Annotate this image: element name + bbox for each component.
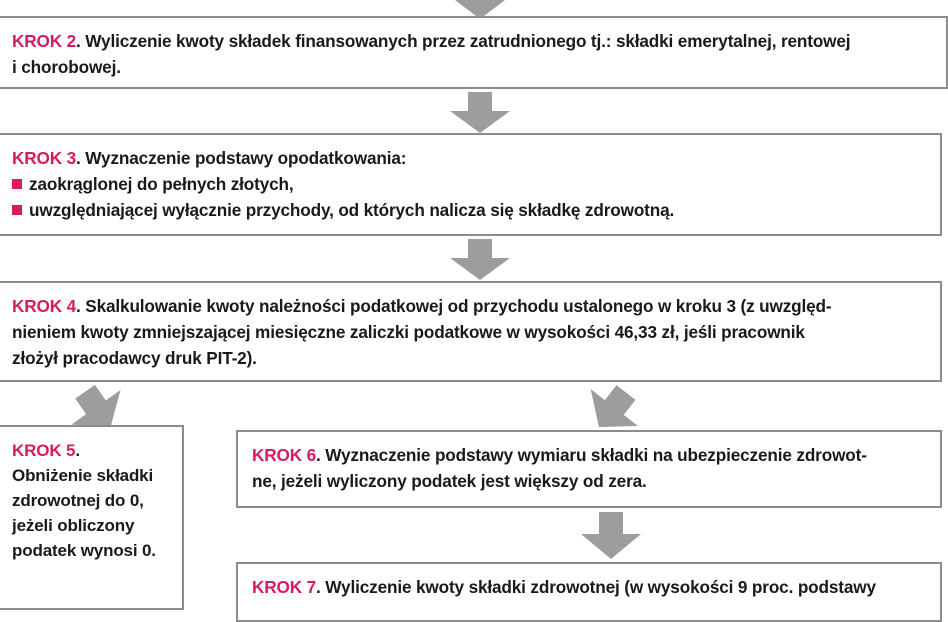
step-text: . Wyznaczenie podstawy opodatkowania:	[76, 148, 407, 168]
step-body-krok7	[238, 564, 940, 608]
step-line	[12, 438, 172, 463]
square-bullet-icon	[12, 179, 22, 189]
step-box-krok7	[236, 562, 942, 622]
step-body-krok4	[0, 283, 940, 379]
step-box-krok3	[0, 133, 942, 236]
step-box-krok4	[0, 281, 942, 382]
step-line: i chorobowej.	[12, 57, 121, 77]
square-bullet-icon	[12, 205, 22, 215]
step-line: złożył pracodawcy druk PIT-2).	[12, 348, 257, 368]
step-label-krok3: KROK 3	[12, 148, 77, 168]
step-body-krok3	[0, 135, 940, 231]
step-line: jeżeli obliczony	[12, 516, 135, 535]
step-body-krok6	[238, 432, 940, 502]
step-text: . Skalkulowanie kwoty należności podatkowej od przychodu ustalonego w kroku 3 (z uwzględ-	[76, 296, 832, 316]
step-label-krok2: KROK 2	[12, 31, 77, 51]
step-line: nieniem kwoty zmniejszającej miesięczne zaliczki podatkowe w wysokości 46,33 zł, jeśli pracownik	[12, 322, 805, 342]
arrow-down-icon-krok6-to-krok7	[577, 512, 645, 560]
bullet-item	[12, 171, 927, 197]
step-text: . Wyliczenie kwoty składek finansowanych przez zatrudnionego tj.: składki emerytalnej, rentowej	[76, 31, 851, 51]
bullet-text: zaokrąglonej do pełnych złotych,	[29, 174, 294, 194]
arrow-down-icon-krok3-to-krok4	[446, 239, 514, 281]
step-box-krok2	[0, 16, 948, 89]
step-line	[12, 28, 933, 54]
step-label-krok6: KROK 6	[252, 445, 317, 465]
step-text: . Wyznaczenie podstawy wymiaru składki na ubezpieczenie zdrowot-	[316, 445, 867, 465]
step-line	[252, 442, 927, 468]
step-text: . Wyliczenie kwoty składki zdrowotnej (w wysokości 9 proc. podstawy	[316, 577, 876, 597]
step-line: zdrowotnej do 0,	[12, 491, 144, 510]
step-label-krok4: KROK 4	[12, 296, 77, 316]
bullet-item	[12, 197, 927, 223]
step-body-krok2	[0, 18, 946, 88]
step-label-krok7: KROK 7	[252, 577, 317, 597]
bullet-text: uwzględniającej wyłącznie przychody, od których nalicza się składkę zdrowotną.	[29, 200, 675, 220]
arrow-down-icon-krok2-to-krok3	[446, 92, 514, 134]
step-line: ne, jeżeli wyliczony podatek jest większy od zera.	[252, 471, 647, 491]
step-line	[252, 574, 927, 600]
step-line: podatek wynosi 0.	[12, 541, 156, 560]
step-line	[12, 145, 927, 171]
step-box-krok6	[236, 430, 942, 508]
step-body-krok5	[0, 427, 182, 571]
step-line: Obniżenie składki	[12, 466, 154, 485]
step-box-krok5	[0, 425, 184, 610]
step-label-krok5: KROK 5	[12, 441, 76, 460]
step-line	[12, 293, 927, 319]
step-text: .	[75, 441, 80, 460]
